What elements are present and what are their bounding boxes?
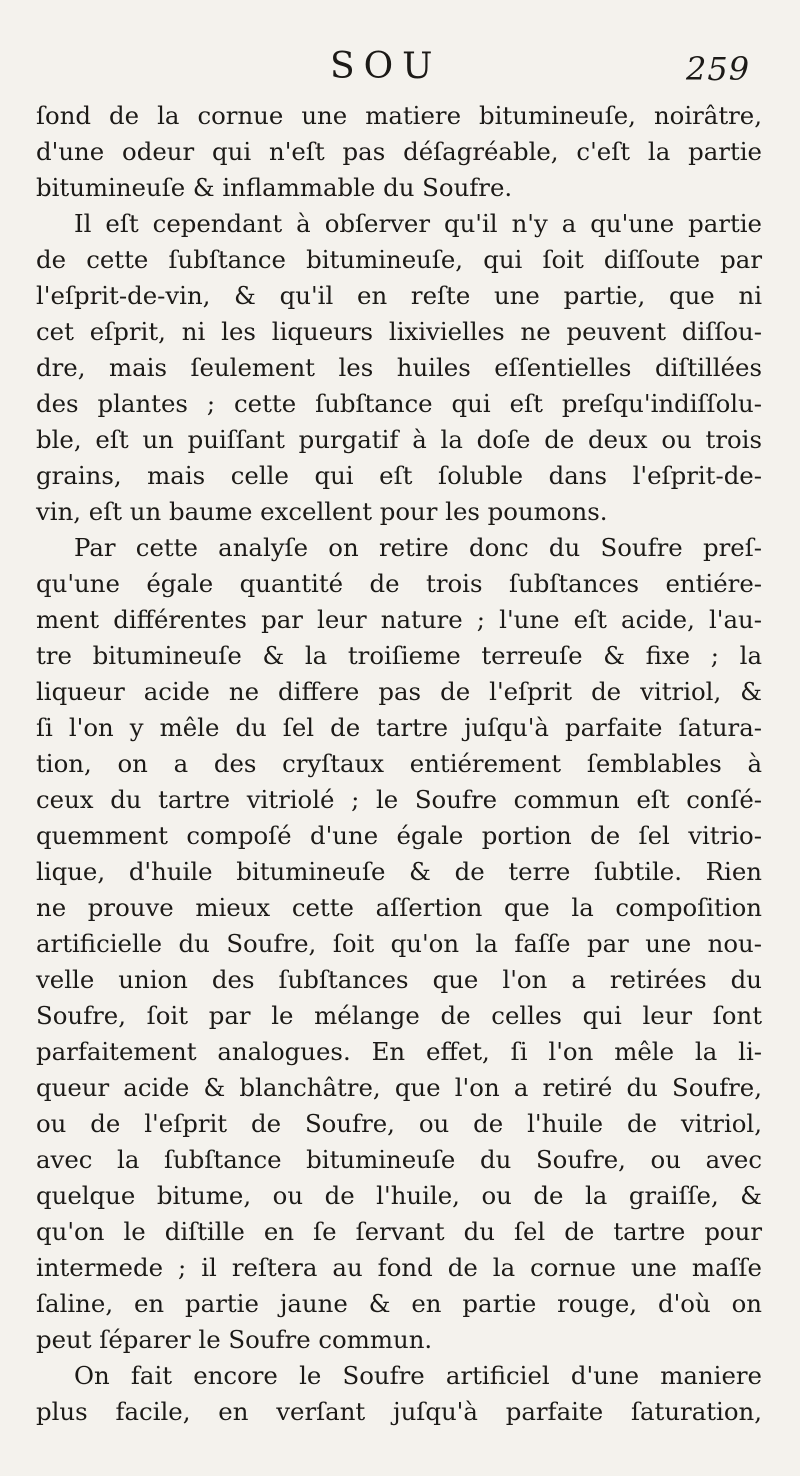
page-number: 259 — [686, 50, 751, 88]
text-line: ou de l'eſprit de Soufre, ou de l'huile de vitriol, — [36, 1109, 762, 1138]
text-line: des plantes ; cette ſubſtance qui eſt preſqu'indiſſolu- — [36, 389, 762, 418]
page-header — [0, 46, 800, 94]
text-line: lique, d'huile bitumineuſe & de terre ſubtile. Rien — [36, 857, 762, 886]
text-line: intermede ; il reſtera au fond de la cornue une maſſe — [36, 1253, 762, 1282]
paragraph-first-line: Par cette analyſe on retire donc du Soufre preſ- — [74, 533, 762, 562]
text-line: velle union des ſubſtances que l'on a retirées du — [36, 965, 762, 994]
text-line: bitumineuſe & inflammable du Soufre. — [36, 173, 513, 202]
text-line: qu'on le diſtille en ſe ſervant du ſel de tartre pour — [36, 1217, 762, 1246]
text-line: artificielle du Soufre, ſoit qu'on la faſſe par une nou- — [36, 929, 762, 958]
text-line: ceux du tartre vitriolé ; le Soufre commun eſt conſé- — [36, 785, 762, 814]
text-line: Soufre, ſoit par le mélange de celles qui leur ſont — [36, 1001, 762, 1030]
text-line: dre, mais ſeulement les huiles eſſentielles diſtillées — [36, 353, 762, 382]
text-line: ment différentes par leur nature ; l'une eſt acide, l'au- — [36, 605, 762, 634]
text-line: parfaitement analogues. En effet, ſi l'on mêle la li- — [36, 1037, 762, 1066]
paragraph-first-line: On fait encore le Soufre artificiel d'une maniere — [74, 1361, 762, 1390]
text-line: ſi l'on y mêle du ſel de tartre juſqu'à parfaite ſatura- — [36, 713, 762, 742]
text-line: plus facile, en verſant juſqu'à parfaite ſaturation, — [36, 1397, 762, 1426]
text-line: quelque bitume, ou de l'huile, ou de la graiſſe, & — [36, 1181, 762, 1210]
running-head: SOU — [330, 46, 442, 87]
text-line: ble, eſt un puiſſant purgatif à la doſe de deux ou trois — [36, 425, 762, 454]
text-line: ſond de la cornue une matiere bitumineuſe, noirâtre, — [36, 101, 762, 130]
text-line: cet eſprit, ni les liqueurs lixivielles ne peuvent diſſou- — [36, 317, 762, 346]
text-line: l'eſprit-de-vin, & qu'il en reſte une partie, que ni — [36, 281, 762, 310]
text-line: peut ſéparer le Soufre commun. — [36, 1325, 433, 1354]
text-line: liqueur acide ne differe pas de l'eſprit de vitriol, & — [36, 677, 762, 706]
text-line: grains, mais celle qui eſt ſoluble dans l'eſprit-de- — [36, 461, 762, 490]
text-line: tre bitumineuſe & la troiſieme terreuſe & fixe ; la — [36, 641, 762, 670]
paragraph-first-line: Il eſt cependant à obſerver qu'il n'y a qu'une partie — [74, 209, 762, 238]
text-line: avec la ſubſtance bitumineuſe du Soufre, ou avec — [36, 1145, 762, 1174]
text-line: ne prouve mieux cette aſſertion que la compoſition — [36, 893, 762, 922]
text-line: qu'une égale quantité de trois ſubſtances entiére- — [36, 569, 762, 598]
text-line: tion, on a des cryſtaux entiérement ſemblables à — [36, 749, 762, 778]
text-line: vin, eſt un baume excellent pour les poumons. — [36, 497, 608, 526]
text-line: d'une odeur qui n'eſt pas déſagréable, c'eſt la partie — [36, 137, 762, 166]
text-line: quemment compoſé d'une égale portion de ſel vitrio- — [36, 821, 762, 850]
text-line: queur acide & blanchâtre, que l'on a retiré du Soufre, — [36, 1073, 762, 1102]
text-line: ſaline, en partie jaune & en partie rouge, d'où on — [36, 1289, 762, 1318]
text-line: de cette ſubſtance bitumineuſe, qui ſoit diſſoute par — [36, 245, 762, 274]
